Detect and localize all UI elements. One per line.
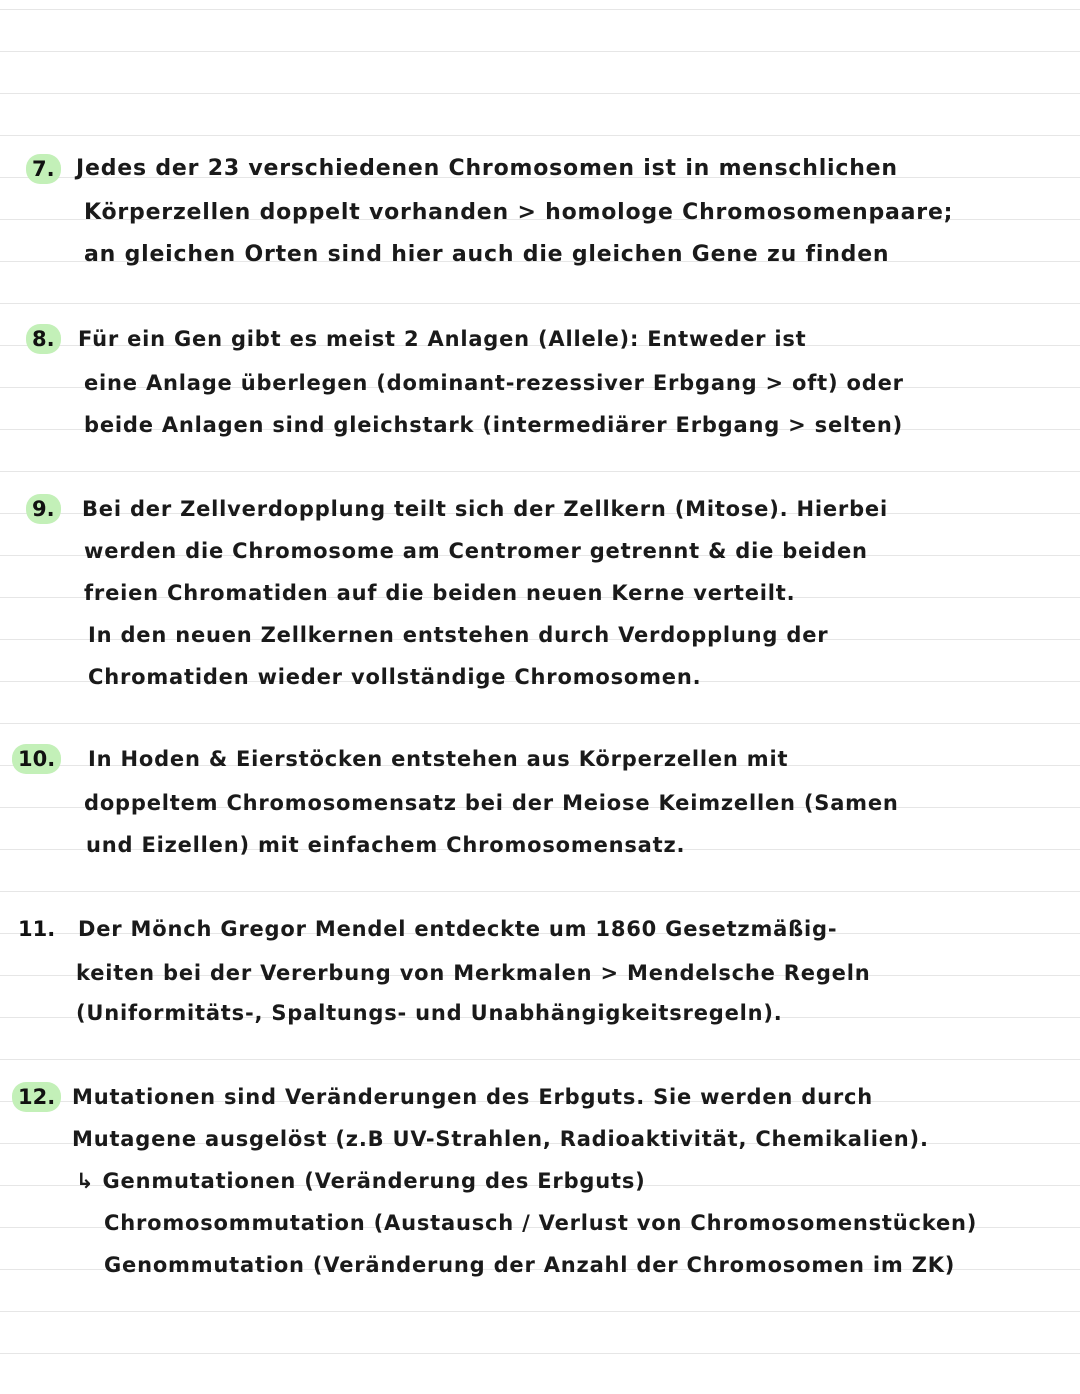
note-number: 8. (26, 324, 61, 354)
note-line: Bei der Zellverdopplung teilt sich der Zellkern (Mitose). Hierbei (82, 497, 888, 521)
note-line: Für ein Gen gibt es meist 2 Anlagen (Allele): Entweder ist (78, 327, 807, 351)
note-line: Der Mönch Gregor Mendel entdeckte um 1860 Gesetzmäßig- (78, 917, 838, 941)
note-line: Chromosommutation (Austausch / Verlust von Chromosomenstücken) (104, 1211, 978, 1235)
note-line: In Hoden & Eierstöcken entstehen aus Körperzellen mit (88, 747, 789, 771)
note-line: Jedes der 23 verschiedenen Chromosomen ist in menschlichen (76, 156, 898, 181)
note-number: 12. (12, 1082, 61, 1112)
note-line: Chromatiden wieder vollständige Chromosomen. (88, 665, 702, 689)
note-number: 10. (12, 744, 61, 774)
note-line: beide Anlagen sind gleichstark (intermediärer Erbgang > selten) (84, 413, 904, 437)
note-line: Mutationen sind Veränderungen des Erbguts. Sie werden durch (72, 1085, 874, 1109)
note-line: (Uniformitäts-, Spaltungs- und Unabhängigkeitsregeln). (76, 1001, 783, 1025)
note-line: werden die Chromosome am Centromer getrennt & die beiden (84, 539, 868, 563)
note-number: 9. (26, 494, 61, 524)
note-number: 11. (18, 917, 56, 941)
note-number: 7. (26, 154, 61, 184)
note-line: freien Chromatiden auf die beiden neuen Kerne verteilt. (84, 581, 796, 605)
note-line: an gleichen Orten sind hier auch die gleichen Gene zu finden (84, 242, 890, 267)
note-line: und Eizellen) mit einfachem Chromosomensatz. (86, 833, 686, 857)
note-line: doppeltem Chromosomensatz bei der Meiose Keimzellen (Samen (84, 791, 899, 815)
note-line: Körperzellen doppelt vorhanden > homologe Chromosomenpaare; (84, 200, 954, 225)
note-line: Mutagene ausgelöst (z.B UV-Strahlen, Radioaktivität, Chemikalien). (72, 1127, 929, 1151)
note-line: ↳ Genmutationen (Veränderung des Erbguts) (76, 1169, 646, 1193)
note-line: keiten bei der Vererbung von Merkmalen > Mendelsche Regeln (76, 961, 871, 985)
note-line: In den neuen Zellkernen entstehen durch Verdopplung der (88, 623, 829, 647)
note-line: Genommutation (Veränderung der Anzahl der Chromosomen im ZK) (104, 1253, 956, 1277)
note-line: eine Anlage überlegen (dominant-rezessiver Erbgang > oft) oder (84, 371, 904, 395)
